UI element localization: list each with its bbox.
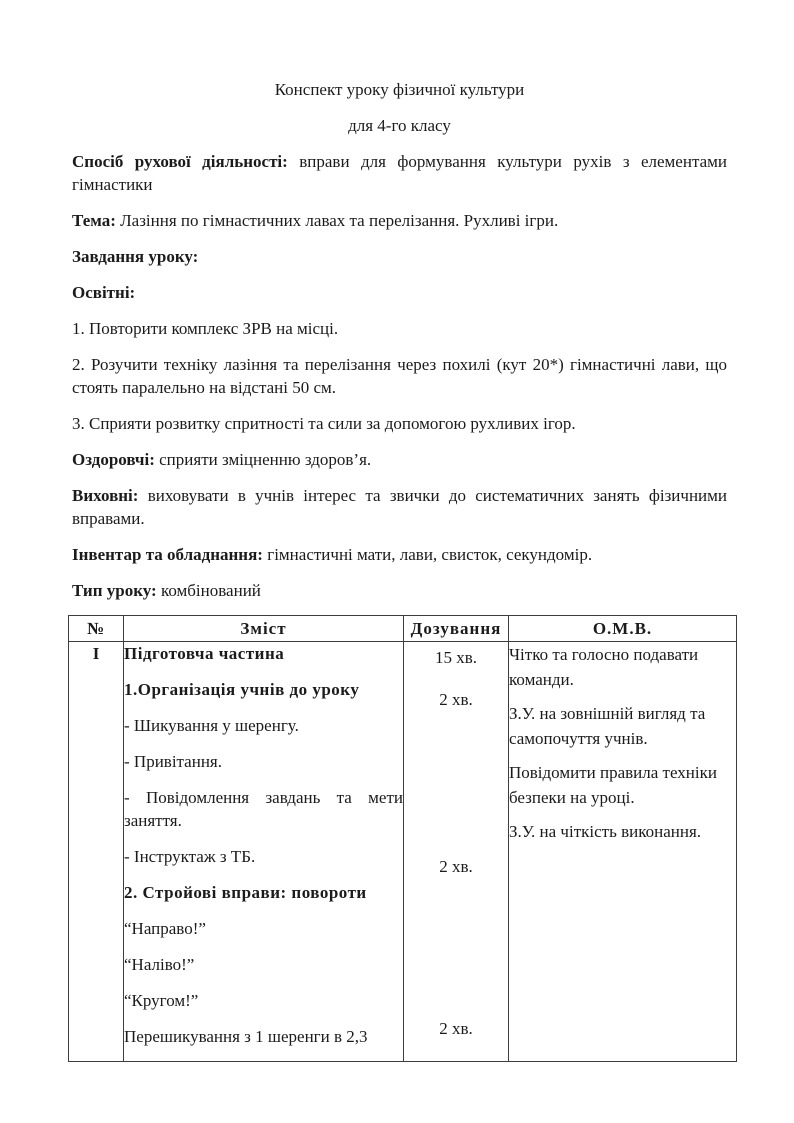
content-item: - Повідомлення завдань та мети заняття.	[124, 788, 403, 830]
table-header-dosage: Дозування	[404, 616, 509, 642]
table-header-omv: О.М.В.	[509, 616, 737, 642]
row-dosage-cell	[404, 642, 509, 1062]
content-item: 1.Організація учнів до уроку	[124, 680, 360, 699]
paragraph-educational-heading	[72, 281, 727, 304]
paragraph-lesson-type	[72, 579, 727, 602]
omv-note: З.У. на зовнішній вигляд та самопочуття учнів.	[509, 704, 706, 748]
paragraph-label: Тема:	[72, 211, 116, 230]
paragraph-text: вправи для формування культури рухів з елементами гімнастики	[72, 152, 727, 194]
table-header-number: №	[69, 616, 124, 642]
dosage-value: 2 хв.	[439, 1019, 473, 1038]
content-item: “Наліво!”	[124, 955, 195, 974]
paragraph-text: сприяти зміцненню здоров’я.	[154, 450, 372, 469]
paragraph-task-3: 3. Сприяти розвитку спритності та сили за допомогою рухливих ігор.	[72, 414, 576, 433]
paragraph-label: Освітні:	[72, 283, 136, 302]
omv-note: З.У. на чіткість виконання.	[509, 822, 702, 841]
paragraph-topic	[72, 209, 727, 232]
document-title: Конспект уроку фізичної культури	[274, 80, 525, 99]
paragraph-label: Спосіб рухової діяльності:	[72, 152, 288, 171]
dosage-value: 2 хв.	[439, 857, 473, 876]
paragraph-movement-type	[72, 150, 727, 196]
omv-note: Повідомити правила техніки безпеки на уроці.	[509, 763, 717, 807]
content-item: “Направо!”	[124, 919, 206, 938]
table-header-row	[69, 616, 737, 642]
content-item: Перешикування з 1 шеренги в 2,3	[124, 1027, 368, 1046]
content-item: Підготовча частина	[124, 644, 285, 663]
content-item: - Інструктаж з ТБ.	[124, 847, 256, 866]
lesson-plan-table	[68, 615, 737, 1062]
paragraph-label: Виховні:	[72, 486, 139, 505]
content-item: - Шикування у шеренгу.	[124, 716, 299, 735]
paragraph-label: Завдання уроку:	[72, 247, 199, 266]
content-item: - Привітання.	[124, 752, 222, 771]
paragraph-label: Оздоровчі:	[72, 450, 155, 469]
paragraph-health-task	[72, 448, 727, 471]
dosage-value: 15 хв.	[434, 648, 478, 667]
paragraph-text: Лазіння по гімнастичних лавах та перелізання. Рухливі ігри.	[115, 211, 559, 230]
paragraph-task-2: 2. Розучити техніку лазіння та перелізання через похилі (кут 20*) гімнастичні лави, що стоять паралельно на відстані 50 см.	[72, 355, 727, 397]
content-item: 2. Стройові вправи: повороти	[124, 883, 367, 902]
paragraph-label: Інвентар та обладнання:	[72, 545, 263, 564]
paragraph-label: Тип уроку:	[72, 581, 157, 600]
table-row	[69, 642, 737, 1062]
paragraph-equipment	[72, 543, 727, 566]
row-omv-cell	[509, 642, 737, 1062]
row-content-cell	[124, 642, 404, 1062]
document-subtitle: для 4-го класу	[348, 116, 451, 135]
dosage-value: 2 хв.	[439, 690, 473, 709]
omv-note: Чітко та голосно подавати команди.	[509, 645, 699, 689]
paragraph-task-1: 1. Повторити комплекс ЗРВ на місці.	[72, 319, 339, 338]
paragraph-text: виховувати в учнів інтерес та звички до систематичних занять фізичними вправами.	[72, 486, 727, 528]
content-item: “Кругом!”	[124, 991, 199, 1010]
paragraph-tasks-heading	[72, 245, 727, 268]
paragraph-text: комбінований	[156, 581, 261, 600]
table-header-content: Зміст	[124, 616, 404, 642]
paragraph-upbringing-task	[72, 484, 727, 530]
paragraph-text: гімнастичні мати, лави, свисток, секундомір.	[262, 545, 593, 564]
row-number-cell: І	[69, 642, 124, 1062]
